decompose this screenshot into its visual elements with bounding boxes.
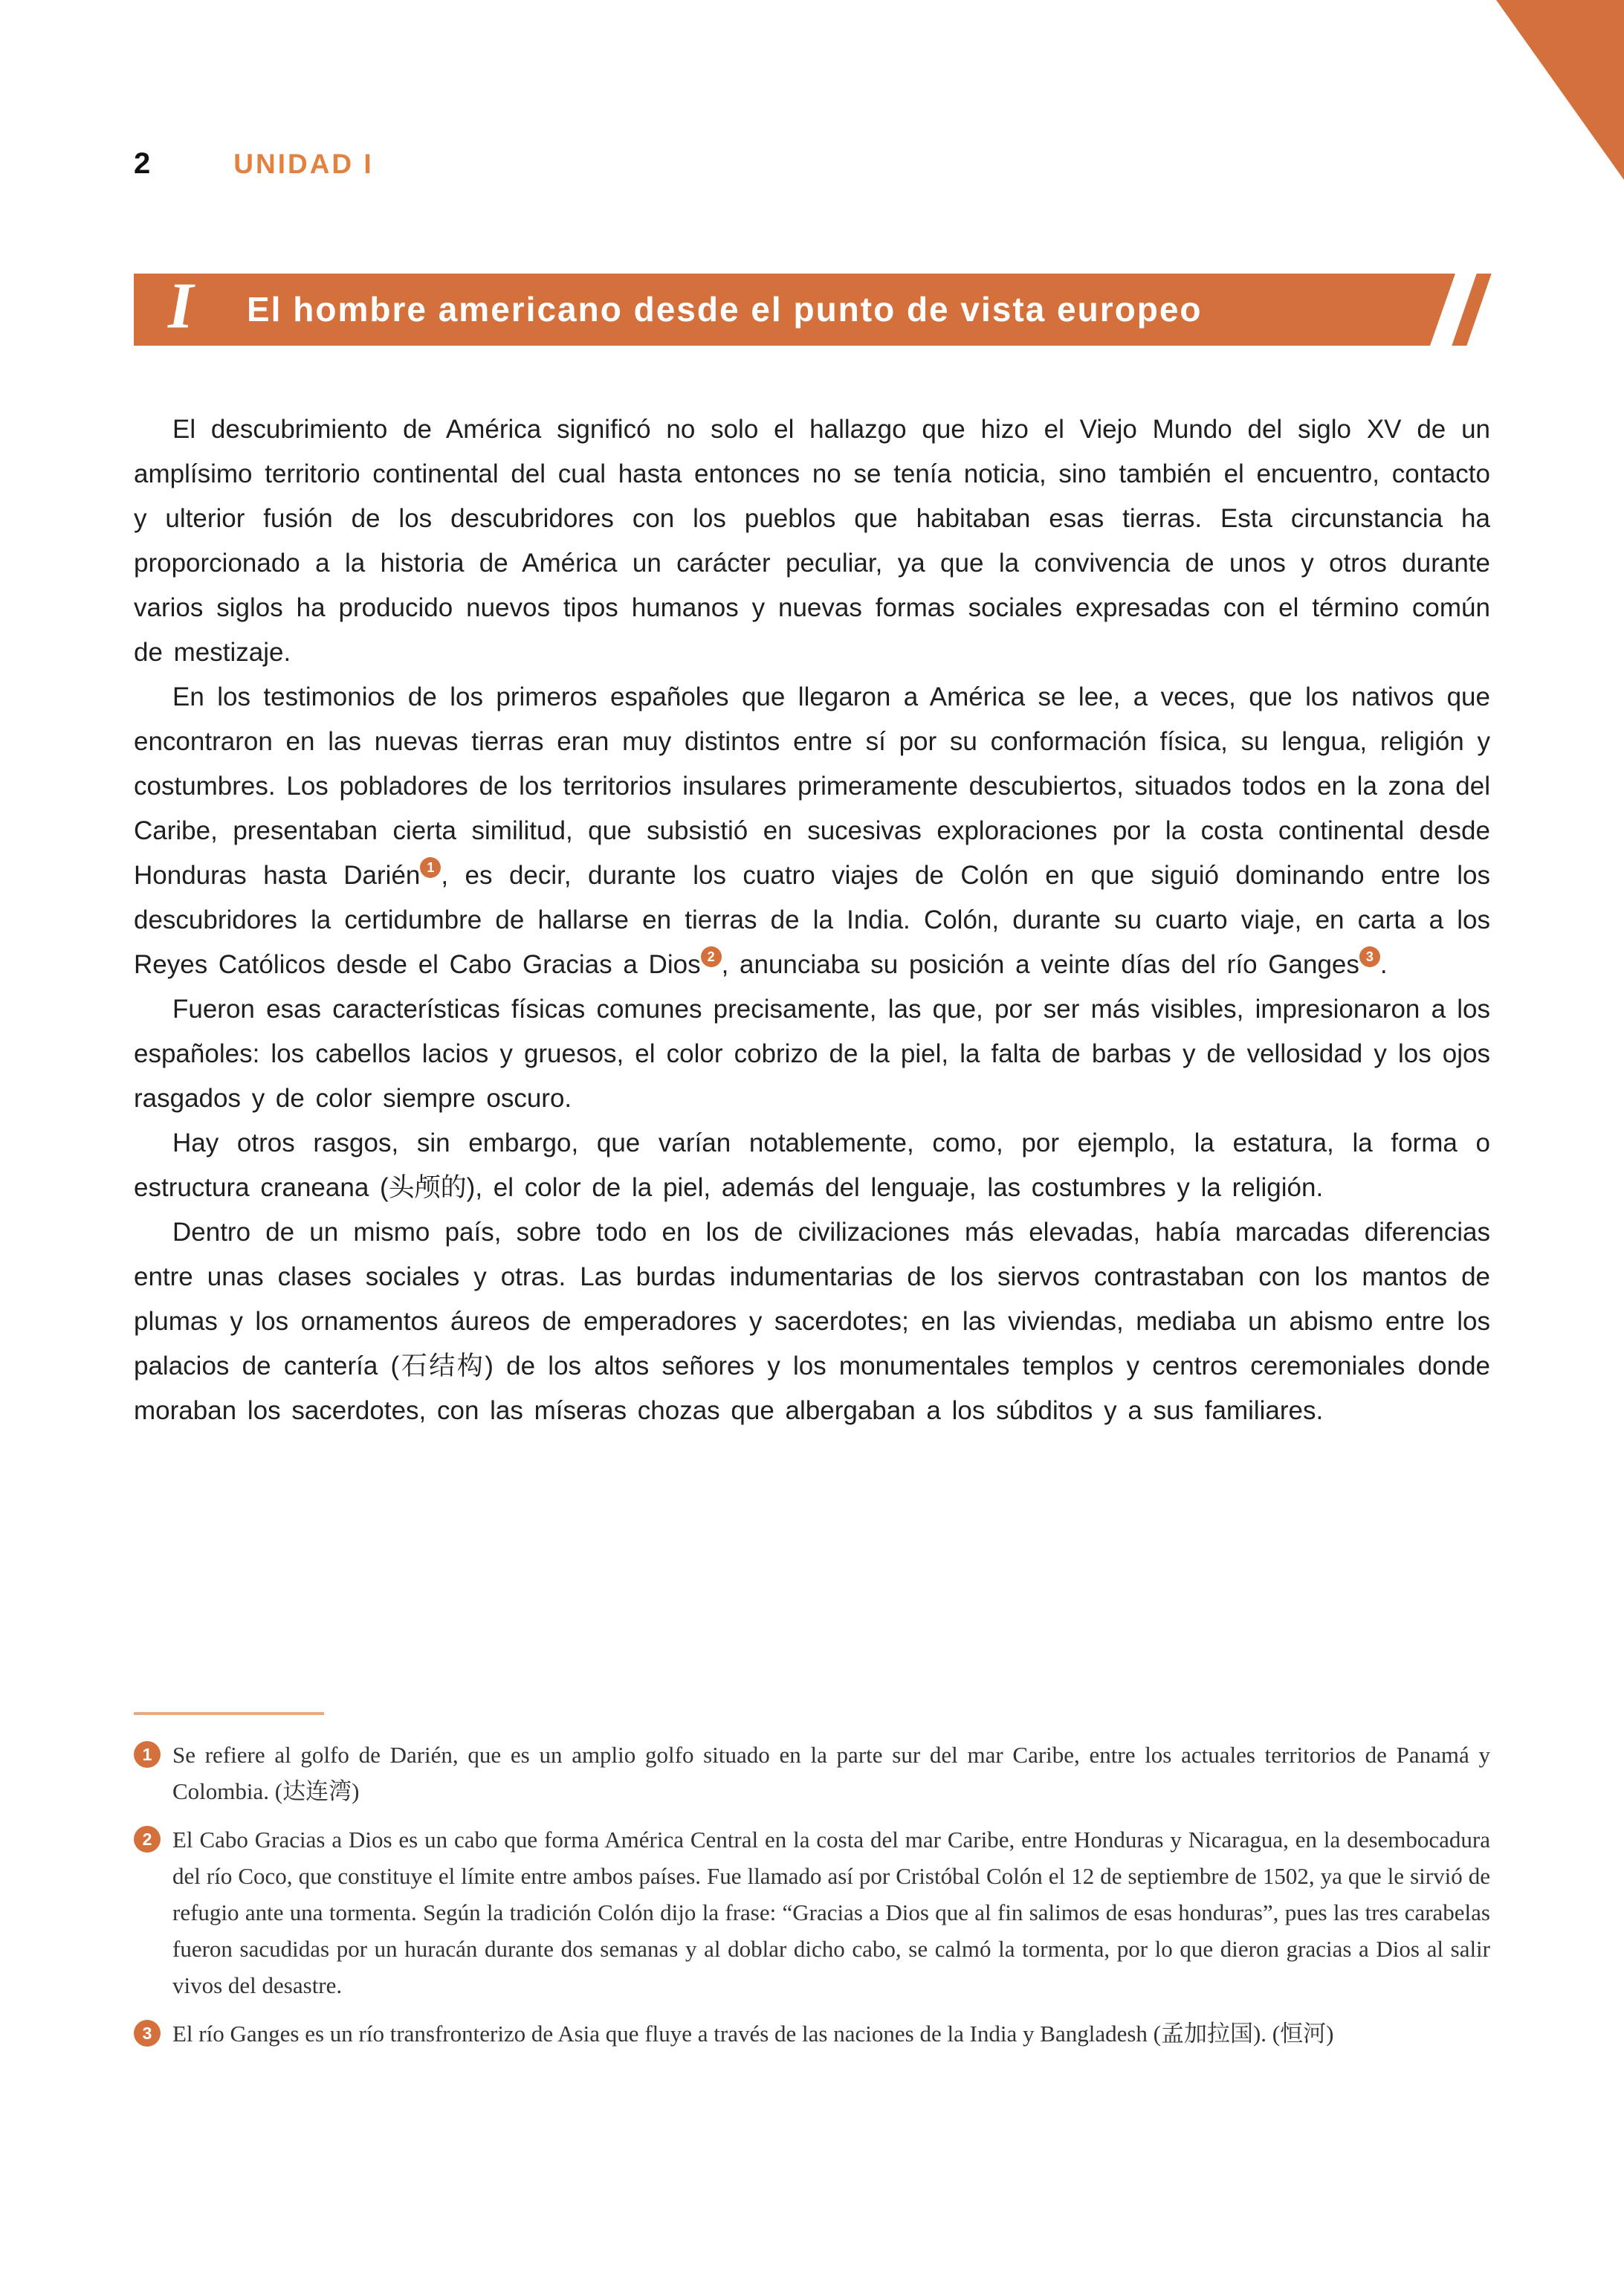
footnotes-list bbox=[134, 1737, 1490, 2064]
footnote-ref-badge[interactable]: 2 bbox=[701, 946, 722, 967]
footnote-item bbox=[134, 1737, 1490, 1809]
banner-ribbon-tip bbox=[1452, 274, 1491, 346]
footnote-number-badge: 1 bbox=[134, 1741, 161, 1768]
footnote-text: El Cabo Gracias a Dios es un cabo que forma América Central en la costa del mar Caribe, entre Honduras y Nicaragua, en la desembocadura del río Coco, que constituye el límite entre ambos países. Fue llamado así por Cristóbal Colón el 12 de septiembre de 1502, ya que le sirvió de refugio ante una tormenta. Según la tradición Colón dijo la frase: “Gracias a Dios que al fin salimos de esas honduras”, pues las tres carabelas fueron sacudidas por un huracán durante dos semanas y al doblar dicho cabo, se calmó la tormenta, por lo que dieron gracias a Dios al salir vivos del desastre. bbox=[172, 1827, 1490, 1998]
footnote-item bbox=[134, 2015, 1490, 2052]
footnote-number-badge: 3 bbox=[134, 2020, 161, 2047]
footnote-text: El río Ganges es un río transfronterizo de Asia que fluye a través de las naciones de la India y Bangladesh (孟加拉国). (恒河) bbox=[172, 2021, 1334, 2047]
footnote-ref-badge[interactable]: 1 bbox=[420, 857, 441, 878]
footnote-ref-badge[interactable]: 3 bbox=[1359, 946, 1380, 967]
section-numeral: I bbox=[168, 270, 194, 343]
corner-triangle-decoration bbox=[1496, 0, 1624, 180]
paragraph: Hay otros rasgos, sin embargo, que varían notablemente, como, por ejemplo, la estatura, la forma o estructura craneana (头颅的), el color de la piel, además del lenguaje, las costumbres y la religión. bbox=[134, 1128, 1490, 1202]
body-paragraphs bbox=[134, 407, 1490, 1433]
page-number: 2 bbox=[134, 147, 151, 180]
paragraph: El descubrimiento de América significó no solo el hallazgo que hizo el Viejo Mundo del siglo XV de un amplísimo territorio continental del cual hasta entonces no se tenía noticia, sino también el encuentro, contacto y ulterior fusión de los descubridores con los pueblos que habitaban esas tierras. Esta circunstancia ha proporcionado a la historia de América un carácter peculiar, ya que la convivencia de unos y otros durante varios siglos ha producido nuevos tipos humanos y nuevas formas sociales expresadas con el término común de mestizaje. bbox=[134, 415, 1490, 667]
unit-label: UNIDAD I bbox=[233, 149, 374, 179]
footnote-divider bbox=[134, 1712, 324, 1715]
footnote-text: Se refiere al golfo de Darién, que es un amplio golfo situado en la parte sur del mar Caribe, entre los actuales territorios de Panamá y Colombia. (达连湾) bbox=[172, 1742, 1490, 1804]
section-banner bbox=[134, 270, 1455, 346]
paragraph: En los testimonios de los primeros españoles que llegaron a América se lee, a veces, que los nativos que encontraron en las nuevas tierras eran muy distintos entre sí por su conformación física, su lengua, religión y costumbres. Los pobladores de los territorios insulares primeramente descubiertos, situados todos en la zona del Caribe, presentaban cierta similitud, que subsistió en sucesivas exploraciones por la costa continental desde Honduras hasta Darién 1 , es decir, durante los cuatro viajes de Colón en que siguió dominando entre los descubridores la certidumbre de hallarse en tierras de la India. Colón, durante su cuarto viaje, en carta a los Reyes Católicos desde el Cabo Gracias a Dios 2 , anunciaba su posición a veinte días del río Ganges 3 . bbox=[134, 682, 1490, 979]
paragraph: Dentro de un mismo país, sobre todo en los de civilizaciones más elevadas, había marcadas diferencias entre unas clases sociales y otras. Las burdas indumentarias de los siervos contrastaban con los mantos de plumas y los ornamentos áureos de emperadores y sacerdotes; en las viviendas, mediaba un abismo entre los palacios de cantería (石结构) de los altos señores y los monumentales templos y centros ceremoniales donde moraban los sacerdotes, con las míseras chozas que albergaban a los súbditos y a sus familiares. bbox=[134, 1218, 1490, 1425]
footnote-number-badge: 2 bbox=[134, 1826, 161, 1853]
section-title: El hombre americano desde el punto de vista europeo bbox=[247, 289, 1203, 329]
page-header bbox=[134, 147, 374, 181]
paragraph: Fueron esas características físicas comunes precisamente, las que, por ser más visibles, impresionaron a los españoles: los cabellos lacios y gruesos, el color cobrizo de la piel, la falta de barbas y de vellosidad y los ojos rasgados y de color siempre oscuro. bbox=[134, 995, 1490, 1113]
footnote-item bbox=[134, 1821, 1490, 2003]
